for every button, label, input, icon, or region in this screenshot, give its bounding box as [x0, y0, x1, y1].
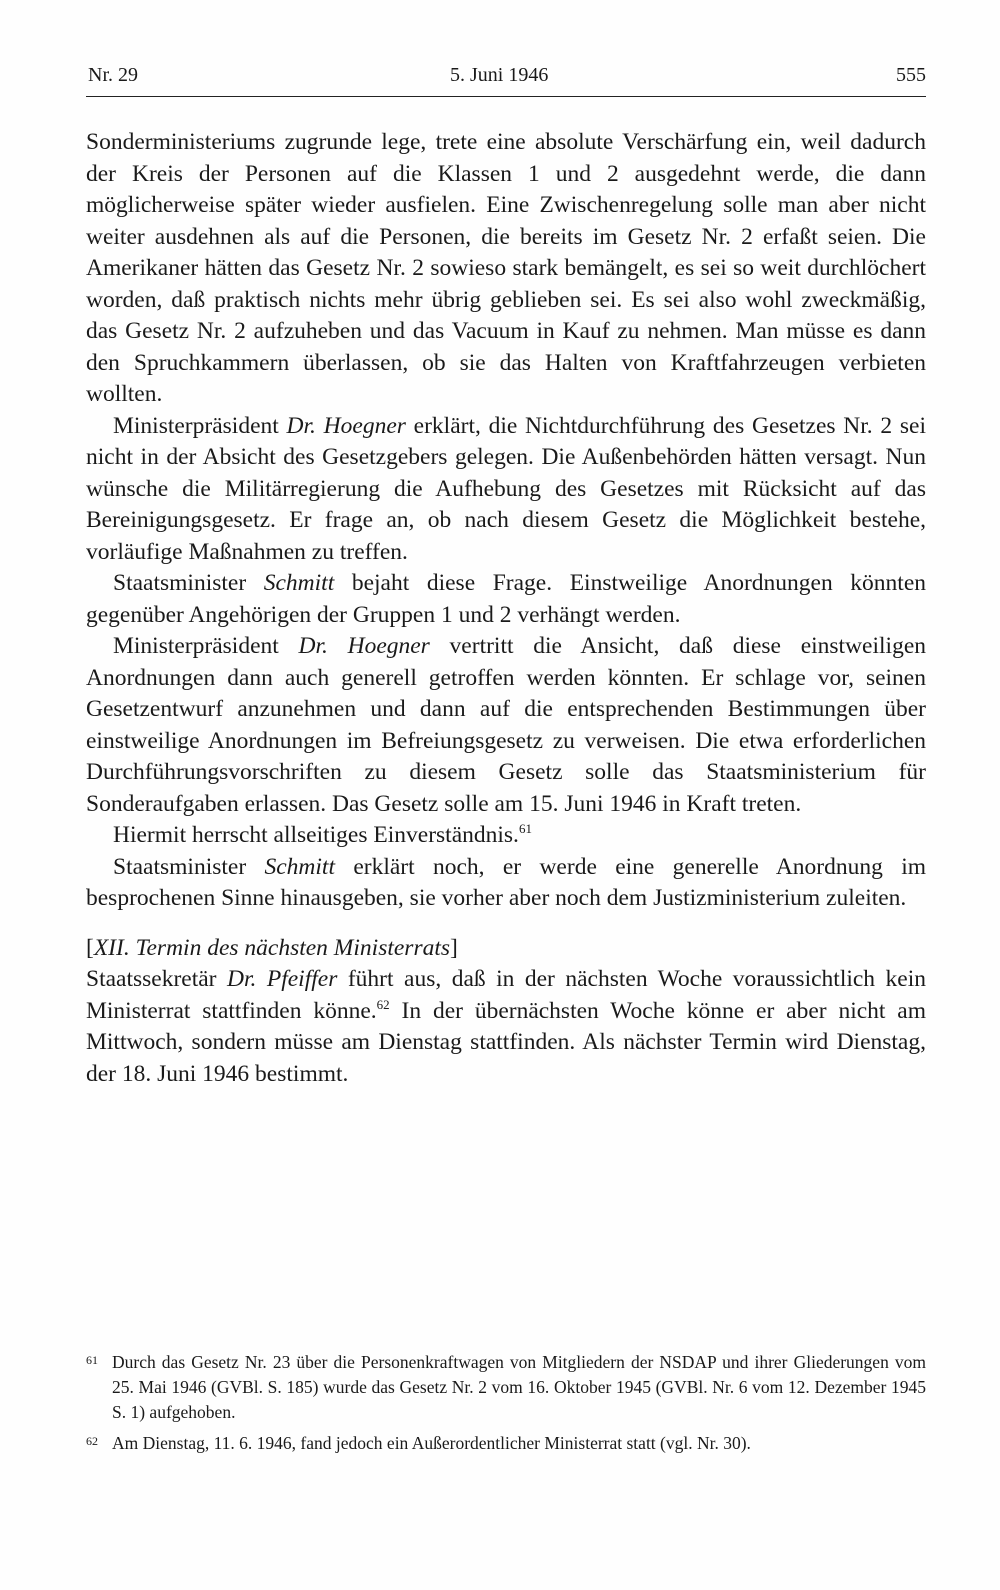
speaker-title: Staatsminister [113, 853, 265, 880]
footnotes [86, 1350, 926, 1462]
paragraph-text: führt aus, daß in der nächsten Woche voraussichtlich kein Ministerrat stattfinden könne. [86, 966, 926, 1024]
paragraph-text: erklärt, die Nichtdurchführung des Gesetzes Nr. 2 sei nicht in der Absicht des Gesetzgebers gelegen. Die Außenbehörden hätten versagt. Nun wünsche die Militärregierung die Aufhebung des Gesetzes mit Rücksicht auf das Bereinigungsgesetz. Er frage an, ob nach diesem Gesetz die Möglichkeit bestehe, vorläufige Maßnahmen zu treffen. [86, 412, 926, 565]
paragraph-continuation: Sonderministeriums zugrunde lege, trete eine absolute Verschärfung ein, weil dadurch der Kreis der Personen auf die Klassen 1 und 2 ausgedehnt werde, die dann möglicherweise später wieder ausfielen. Eine Zwischenregelung solle man aber nicht weiter ausdehnen als auf die Personen, die bereits im Gesetz Nr. 2 erfaßt seien. Die Amerikaner hätten das Gesetz Nr. 2 sowieso stark bemängelt, es sei so weit durchlöchert worden, daß praktisch nichts mehr übrig geblieben sei. Es sei also wohl zweckmäßig, das Gesetz Nr. 2 aufzuheben und das Vacuum in Kauf zu nehmen. Man müsse es dann den Spruchkammern überlassen, ob sie das Halten von Kraftfahrzeugen verbieten wollten. [86, 129, 926, 407]
paragraph-text: bejaht diese Frage. Einstweilige Anordnungen könnten gegenüber Angehörigen der Gruppen 1 und 2 verhängt werden. [86, 570, 927, 628]
heading-bracket-open: [ [86, 934, 94, 961]
speaker-name: Schmitt [264, 853, 335, 880]
page-number: 555 [896, 64, 926, 86]
section-heading [86, 933, 926, 965]
paragraph-hoegner-1 [86, 411, 926, 569]
paragraph-schmitt-2 [86, 852, 926, 915]
footnote-number: 62 [86, 1434, 98, 1448]
speaker-name: Dr. Hoegner [298, 633, 430, 659]
footnote-62 [86, 1431, 926, 1456]
footnote-number: 61 [86, 1353, 98, 1367]
speaker-title: Ministerpräsident [113, 633, 299, 659]
footnote-ref-62[interactable]: 62 [376, 996, 390, 1012]
footnote-text: Am Dienstag, 11. 6. 1946, fand jedoch ein Außerordentlicher Ministerrat statt (vgl. Nr. 30). [112, 1433, 751, 1453]
heading-bracket-close: ] [450, 934, 458, 961]
paragraph-hoegner-2 [86, 631, 926, 820]
speaker-name: Schmitt [263, 570, 335, 596]
paragraph-text: In der übernächsten Woche könne er aber nicht am Mittwoch, sondern müsse am Dienstag stattfinden. Als nächster Termin wird Dienstag, der 18. Juni 1946 bestimmt. [86, 997, 926, 1087]
paragraph-text: erklärt noch, er werde eine generelle Anordnung im besprochenen Sinne hinausgeben, sie vorher aber noch dem Justizministerium zuleiten. [86, 853, 927, 911]
paragraph-agreement [86, 820, 926, 852]
speaker-title: Staatsminister [113, 570, 264, 596]
main-text [86, 127, 926, 1090]
paragraph-text: Hiermit herrscht allseitiges Einverständnis. [113, 822, 519, 848]
speaker-name: Dr. Hoegner [286, 412, 406, 439]
speaker-title: Staatssekretär [86, 966, 227, 992]
footnote-61 [86, 1350, 926, 1425]
speaker-name: Dr. Pfeiffer [227, 966, 338, 992]
footnote-ref-61[interactable]: 61 [518, 821, 532, 836]
header-date: 5. Juni 1946 [450, 64, 549, 86]
document-number: Nr. 29 [88, 64, 138, 86]
paragraph-pfeiffer [86, 964, 926, 1090]
paragraph-text: vertritt die Ansicht, daß diese einstweiligen Anordnungen dann auch generell getroffen werden könnten. Er schlage vor, seinen Gesetzentwurf anzunehmen und dann auf die entsprechenden Bestimmungen über einstweilige Anordnungen im Befreiungsgesetz zu verweisen. Die etwa erforderlichen Durchführungsvorschriften zu diesem Gesetz solle das Staatsministerium für Sonderaufgaben erlassen. Das Gesetz solle am 15. Juni 1946 in Kraft treten. [86, 633, 927, 817]
running-header [86, 62, 926, 97]
speaker-title: Ministerpräsident [113, 412, 287, 439]
paragraph-schmitt-1 [86, 568, 926, 631]
footnote-text: Durch das Gesetz Nr. 23 über die Personenkraftwagen von Mitgliedern der NSDAP und ihrer Gliederungen vom 25. Mai 1946 (GVBl. S. 185) wurde das Gesetz Nr. 2 vom 16. Oktober 1945 (GVBl. Nr. 6 vom 12. Dezember 1945 S. 1) aufgehoben. [112, 1352, 926, 1422]
heading-text: XII. Termin des nächsten Ministerrats [93, 934, 451, 961]
